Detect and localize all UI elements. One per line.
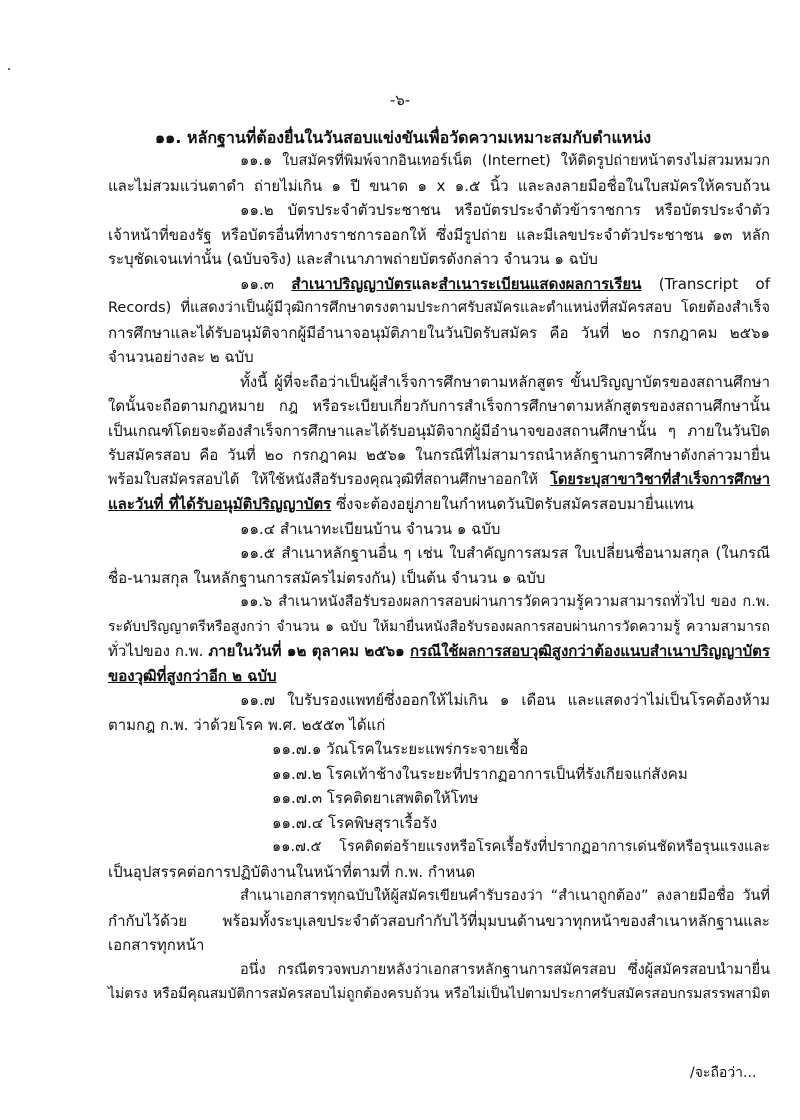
text-run: และ (411, 274, 439, 293)
text-run: รับสมัครสอบ คือ วันที่ ๒๐ กรกฎาคม ๒๕๖๑ ในกรณีที่ไม่สามารถนำหลักฐานการศึกษาดังกล่าวมายื่น (108, 446, 770, 464)
text-run: ทั้งนี้ ผู้ที่จะถือว่าเป็นผู้สำเร็จการศึกษาตามหลักสูตร ขั้นปริญญาบัตรของสถานศึกษา (240, 372, 770, 391)
document-line (108, 616, 770, 638)
text-run: ระบุชัดเจนเท่านั้น (ฉบับจริง) และสำเนาภาพถ่ายบัตรดังกล่าว จำนวน ๑ ฉบับ (108, 250, 598, 268)
document-line (108, 640, 770, 662)
text-run: ๑๑.๗.๕ โรคติดต่อร้ายแรงหรือโรคเรื้อรังที่ปรากฏอาการเด่นชัดหรือรุนแรงและ (272, 839, 770, 855)
text-run: ระดับปริญญาตรีหรือสูงกว่า จำนวน ๑ ฉบับ ให้มายื่นหนังสือรับรองผลการสอบผ่านการวัดความรู้ ความสามารถ (108, 618, 770, 635)
document-line (272, 787, 478, 809)
emphasized-text: สำเนาปริญญาบัตร (291, 274, 412, 293)
text-run: ๑๑.๗.๒ โรคเท้าช้างในระยะที่ปรากฏอาการเป็นที่รังเกียจแก่สังคม (272, 764, 688, 783)
text-run: ๑๑.๔ สำเนาทะเบียนบ้าน จำนวน ๑ ฉบับ (240, 519, 501, 538)
document-line (240, 885, 770, 907)
emphasized-text: โดยระบุสาขาวิชาที่สำเร็จการศึกษา (550, 471, 770, 488)
document-line (108, 322, 770, 344)
text-run: ไม่ตรง หรือมีคุณสมบัติการสมัครสอบไม่ถูกต้องครบถ้วน หรือไม่เป็นไปตามประกาศรับสมัครสอบกรมสรรพสามิต (108, 986, 770, 1002)
document-line (272, 812, 437, 834)
text-run: ซึ่งจะต้องอยู่ภายในกำหนดวันปิดรับสมัครสอบมายื่นแทน (331, 495, 694, 513)
document-line (240, 542, 770, 564)
document-line (108, 297, 770, 319)
document-line (108, 493, 694, 515)
document-line (240, 273, 770, 295)
text-run: ชื่อ-นามสกุล ในหลักฐานการสมัครไม่ตรงกัน) เป็นต้น จำนวน ๑ ฉบับ (108, 568, 546, 587)
text-run: อนึ่ง กรณีตรวจพบภายหลังว่าเอกสารหลักฐานการสมัครสอบ ซึ่งผู้สมัครสอบนำมายื่น (240, 961, 770, 978)
text-run: Records) ที่แสดงว่าเป็นผู้มีวุฒิการศึกษาตรงตามประกาศรับสมัครและตำแหน่งที่สมัครสอบ โดยต้องสำเร็จ (108, 300, 770, 316)
emphasized-text: ของวุฒิที่สูงกว่าอีก ๒ ฉบับ (108, 666, 277, 685)
text-run: ๑๑.๗.๔ โรคพิษสุราเรื้อรัง (272, 813, 438, 832)
document-line (108, 910, 770, 932)
document-line (108, 248, 598, 270)
text-run: ใดนั้นจะถือตามกฎหมาย กฎ หรือระเบียบเกี่ยวกับการสำเร็จการศึกษาตามหลักสูตรของสถานศึกษานั้น (108, 397, 770, 415)
document-line (108, 469, 770, 491)
document-line (108, 983, 770, 1005)
document-line (108, 934, 204, 956)
document-line (240, 199, 770, 221)
text-run: ๑๑.๖ สำเนาหนังสือรับรองผลการสอบผ่านการวัดความรู้ความสามารถทั่วไป ของ ก.พ. (240, 594, 770, 610)
section-heading: ๑๑. หลักฐานที่ต้องยื่นในวันสอบแข่งขันเพื่อวัดความเหมาะสมกับตำแหน่ง (155, 128, 652, 147)
document-line (240, 150, 770, 172)
text-run: ๑๑.๗ ใบรับรองแพทย์ซึ่งออกให้ไม่เกิน ๑ เดือน และแสดงว่าไม่เป็นโรคต้องห้าม (240, 691, 770, 709)
text-run: ตามกฎ ก.พ. ว่าด้วยโรค พ.ศ. ๒๕๕๓ ได้แก่ (108, 715, 386, 734)
text-run: ๑๑.๑ ใบสมัครที่พิมพ์จากอินเทอร์เน็ต (Internet) ให้ติดรูปถ่ายหน้าตรงไม่สวมหมวก (240, 153, 770, 169)
text-run: ๑๑.๓ (240, 274, 292, 293)
text-run: พร้อมใบสมัครสอบได้ ให้ใช้หนังสือรับรองคุณวุฒิที่สถานศึกษาออกให้ (108, 471, 551, 488)
text-run: ทั่วไปของ ก.พ. (108, 642, 209, 660)
text-run: ๑๑.๗.๑ วัณโรคในระยะแพร่กระจายเชื้อ (272, 740, 529, 758)
document-line (108, 224, 770, 246)
text-run: ๑๑.๒ บัตรประจำตัวประชาชน หรือบัตรประจำตัวข้าราชการ หรือบัตรประจำตัว (240, 201, 770, 219)
text-run: (Transcript of (641, 274, 770, 293)
text-run: กำกับไว้ด้วย พร้อมทั้งระบุเลขประจำตัวสอบกำกับไว้ที่มุมบนด้านขวาทุกหน้าของสำเนาหลักฐานและ (108, 911, 770, 930)
document-line (108, 714, 385, 736)
text-run: จำนวนอย่างละ ๒ ฉบับ (108, 348, 254, 366)
text-run: เจ้าหน้าที่ของรัฐ หรือบัตรอื่นที่ทางราชการออกให้ ซึ่งมีรูปถ่าย และมีเลขประจำตัวประชาชน ๑๓ หลัก (108, 225, 770, 244)
document-line (108, 861, 475, 883)
document-line (108, 444, 770, 466)
document-line (108, 346, 254, 368)
text-run: สำเนาเอกสารทุกฉบับให้ผู้สมัครเขียนคำรับรองว่า “สำเนาถูกต้อง” ลงลายมือชื่อ วันที่ (240, 888, 770, 904)
document-line (240, 518, 500, 540)
document-line (240, 591, 770, 613)
document-line (240, 689, 770, 711)
page-number: -๖- (389, 91, 411, 109)
document-line (272, 763, 688, 785)
text-run: ๑๑.๗.๓ โรคติดยาเสพติดให้โทษ (272, 789, 479, 807)
text-run: การศึกษาและได้รับอนุมัติจากผู้มีอำนาจอนุมัติภายในวันปิดรับสมัคร คือ วันที่ ๒๐ กรกฎาคม ๒๕๖๑ (108, 323, 770, 342)
document-line (272, 836, 770, 858)
document-line (108, 665, 277, 687)
text-run: ภายในวันที่ ๑๒ ตุลาคม ๒๕๖๑ (208, 642, 411, 660)
emphasized-text: สำเนาระเบียนแสดงผลการเรียน (438, 274, 642, 293)
document-line (108, 395, 770, 417)
continuation-footer: /จะถือว่า... (690, 1065, 757, 1081)
document-line (272, 738, 528, 760)
document-line (240, 371, 770, 393)
document-line (108, 567, 545, 589)
document-line (108, 420, 770, 442)
document-line (240, 959, 770, 981)
text-run: และไม่สวมแว่นตาดำ ถ่ายไม่เกิน ๑ ปี ขนาด ๑ x ๑.๕ นิ้ว และลงลายมือชื่อในใบสมัครให้ครบถ้วน (108, 176, 770, 195)
text-run: เป็นอุปสรรคต่อการปฏิบัติงานในหน้าที่ตามที่ ก.พ. กำหนด (108, 862, 476, 881)
emphasized-text: กรณีใช้ผลการสอบวุฒิสูงกว่าต้องแนบสำเนาปริญญาบัตร (410, 642, 770, 660)
text-run: เอกสารทุกหน้า (108, 936, 205, 954)
text-run: เป็นเกณฑ์โดยจะต้องสำเร็จการศึกษาและได้รับอนุมัติจากผู้มีอำนาจของสถานศึกษานั้น ๆ ภายในวันปิด (108, 421, 770, 440)
document-line (108, 175, 770, 197)
text-run: ๑๑.๕ สำเนาหลักฐานอื่น ๆ เช่น ใบสำคัญการสมรส ใบเปลี่ยนชื่อนามสกุล (ในกรณี (240, 544, 770, 562)
scan-speck (8, 68, 10, 70)
emphasized-text: และวันที่ ที่ได้รับอนุมัติปริญญาบัตร (108, 495, 332, 513)
